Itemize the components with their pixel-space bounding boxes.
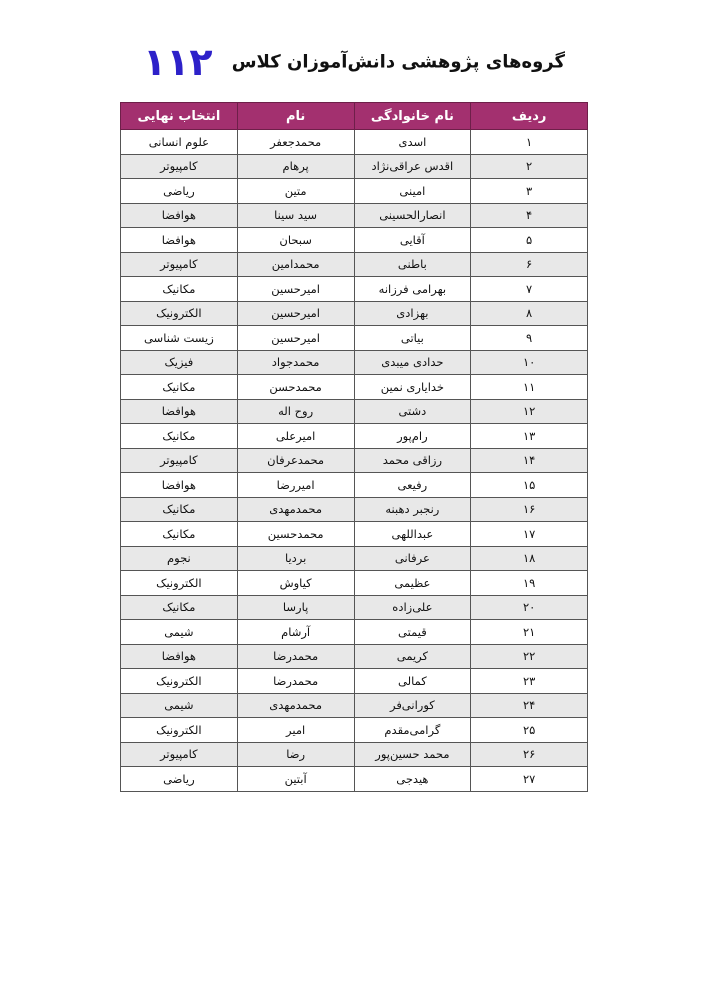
table-row: [121, 203, 588, 228]
cell-first-name: محمدمهدی: [237, 693, 354, 718]
cell-row-number: ۲: [471, 154, 588, 179]
cell-last-name: عرفانی: [354, 546, 471, 571]
cell-first-name: بردیا: [237, 546, 354, 571]
cell-first-name: پرهام: [237, 154, 354, 179]
cell-first-name: امیرحسین: [237, 277, 354, 302]
cell-final-choice: هوافضا: [121, 473, 238, 498]
cell-first-name: متین: [237, 179, 354, 204]
cell-row-number: ۹: [471, 326, 588, 351]
table-row: [121, 228, 588, 253]
table-row: [121, 301, 588, 326]
cell-last-name: اسدی: [354, 130, 471, 155]
cell-first-name: محمدحسین: [237, 522, 354, 547]
page-title: [120, 40, 588, 84]
cell-first-name: رضا: [237, 742, 354, 767]
cell-row-number: ۱۵: [471, 473, 588, 498]
cell-first-name: آبتین: [237, 767, 354, 792]
cell-last-name: آقایی: [354, 228, 471, 253]
table-row: [121, 277, 588, 302]
cell-row-number: ۱۱: [471, 375, 588, 400]
table-row: [121, 130, 588, 155]
title-text: گروه‌های پژوهشی دانش‌آموزان کلاس: [231, 51, 565, 73]
cell-last-name: امینی: [354, 179, 471, 204]
cell-last-name: کمالی: [354, 669, 471, 694]
cell-first-name: روح اله: [237, 399, 354, 424]
cell-final-choice: مکانیک: [121, 424, 238, 449]
cell-final-choice: مکانیک: [121, 375, 238, 400]
cell-final-choice: مکانیک: [121, 497, 238, 522]
class-number: ۱۱۲: [143, 40, 213, 84]
cell-row-number: ۶: [471, 252, 588, 277]
table-row: [121, 473, 588, 498]
cell-first-name: محمدجعفر: [237, 130, 354, 155]
table-row: [121, 252, 588, 277]
header-final-choice: انتخاب نهایی: [121, 103, 238, 130]
cell-last-name: باطنی: [354, 252, 471, 277]
table-row: [121, 767, 588, 792]
cell-row-number: ۱۶: [471, 497, 588, 522]
table-row: [121, 350, 588, 375]
cell-first-name: محمدامین: [237, 252, 354, 277]
cell-last-name: رام‌پور: [354, 424, 471, 449]
cell-last-name: عبداللهی: [354, 522, 471, 547]
cell-row-number: ۲۶: [471, 742, 588, 767]
table-row: [121, 669, 588, 694]
cell-final-choice: الکترونیک: [121, 669, 238, 694]
cell-first-name: سبحان: [237, 228, 354, 253]
cell-final-choice: کامپیوتر: [121, 252, 238, 277]
cell-row-number: ۳: [471, 179, 588, 204]
cell-row-number: ۱۰: [471, 350, 588, 375]
table-body: [121, 130, 588, 792]
cell-last-name: رنجبر دهبنه: [354, 497, 471, 522]
table-row: [121, 718, 588, 743]
cell-final-choice: علوم انسانی: [121, 130, 238, 155]
cell-row-number: ۱: [471, 130, 588, 155]
cell-last-name: بهرامی فرزانه: [354, 277, 471, 302]
cell-last-name: کورانی‌فر: [354, 693, 471, 718]
table-row: [121, 644, 588, 669]
cell-final-choice: ریاضی: [121, 767, 238, 792]
cell-final-choice: شیمی: [121, 693, 238, 718]
table-row: [121, 497, 588, 522]
cell-row-number: ۲۱: [471, 620, 588, 645]
cell-last-name: بهزادی: [354, 301, 471, 326]
table-row: [121, 375, 588, 400]
cell-row-number: ۲۷: [471, 767, 588, 792]
cell-row-number: ۴: [471, 203, 588, 228]
cell-final-choice: ریاضی: [121, 179, 238, 204]
table-row: [121, 522, 588, 547]
cell-row-number: ۱۳: [471, 424, 588, 449]
header-first-name: نام: [237, 103, 354, 130]
table-row: [121, 154, 588, 179]
cell-row-number: ۲۰: [471, 595, 588, 620]
cell-last-name: رزاقی محمد: [354, 448, 471, 473]
table-row: [121, 693, 588, 718]
cell-row-number: ۱۷: [471, 522, 588, 547]
cell-final-choice: الکترونیک: [121, 301, 238, 326]
cell-final-choice: کامپیوتر: [121, 742, 238, 767]
table-row: [121, 424, 588, 449]
cell-last-name: محمد حسین‌پور: [354, 742, 471, 767]
cell-row-number: ۷: [471, 277, 588, 302]
cell-row-number: ۸: [471, 301, 588, 326]
cell-last-name: رفیعی: [354, 473, 471, 498]
cell-final-choice: مکانیک: [121, 277, 238, 302]
cell-last-name: علی‌زاده: [354, 595, 471, 620]
cell-first-name: محمدمهدی: [237, 497, 354, 522]
cell-first-name: محمدرضا: [237, 644, 354, 669]
cell-first-name: امیر: [237, 718, 354, 743]
cell-last-name: قیمتی: [354, 620, 471, 645]
cell-final-choice: مکانیک: [121, 595, 238, 620]
cell-final-choice: زیست شناسی: [121, 326, 238, 351]
cell-final-choice: الکترونیک: [121, 718, 238, 743]
cell-final-choice: کامپیوتر: [121, 448, 238, 473]
cell-final-choice: هوافضا: [121, 644, 238, 669]
cell-last-name: کریمی: [354, 644, 471, 669]
cell-row-number: ۲۵: [471, 718, 588, 743]
cell-first-name: محمدحسن: [237, 375, 354, 400]
cell-row-number: ۱۹: [471, 571, 588, 596]
cell-last-name: اقدس عراقی‌نژاد: [354, 154, 471, 179]
cell-first-name: محمدرضا: [237, 669, 354, 694]
table-row: [121, 448, 588, 473]
cell-first-name: آرشام: [237, 620, 354, 645]
table-row: [121, 326, 588, 351]
cell-first-name: پارسا: [237, 595, 354, 620]
table-row: [121, 179, 588, 204]
cell-last-name: عظیمی: [354, 571, 471, 596]
cell-first-name: محمدعرفان: [237, 448, 354, 473]
cell-final-choice: نجوم: [121, 546, 238, 571]
table-row: [121, 546, 588, 571]
cell-last-name: گرامی‌مقدم: [354, 718, 471, 743]
table-row: [121, 399, 588, 424]
cell-last-name: دشتی: [354, 399, 471, 424]
table-row: [121, 620, 588, 645]
cell-row-number: ۲۲: [471, 644, 588, 669]
cell-first-name: امیرحسین: [237, 326, 354, 351]
cell-last-name: بیاتی: [354, 326, 471, 351]
cell-last-name: خدایاری نمین: [354, 375, 471, 400]
cell-last-name: انصارالحسینی: [354, 203, 471, 228]
cell-row-number: ۱۲: [471, 399, 588, 424]
cell-last-name: حدادی میبدی: [354, 350, 471, 375]
table-header-row: [121, 103, 588, 130]
cell-final-choice: شیمی: [121, 620, 238, 645]
cell-row-number: ۱۴: [471, 448, 588, 473]
cell-row-number: ۲۳: [471, 669, 588, 694]
header-last-name: نام خانوادگی: [354, 103, 471, 130]
cell-row-number: ۵: [471, 228, 588, 253]
cell-row-number: ۲۴: [471, 693, 588, 718]
cell-first-name: امیررضا: [237, 473, 354, 498]
cell-first-name: سید سینا: [237, 203, 354, 228]
cell-final-choice: کامپیوتر: [121, 154, 238, 179]
table-row: [121, 571, 588, 596]
cell-final-choice: هوافضا: [121, 203, 238, 228]
cell-final-choice: هوافضا: [121, 399, 238, 424]
cell-final-choice: الکترونیک: [121, 571, 238, 596]
cell-row-number: ۱۸: [471, 546, 588, 571]
students-table: [120, 102, 588, 792]
cell-first-name: امیرحسین: [237, 301, 354, 326]
table-row: [121, 742, 588, 767]
cell-first-name: کیاوش: [237, 571, 354, 596]
cell-first-name: محمدجواد: [237, 350, 354, 375]
table-row: [121, 595, 588, 620]
cell-final-choice: مکانیک: [121, 522, 238, 547]
cell-first-name: امیرعلی: [237, 424, 354, 449]
cell-final-choice: فیزیک: [121, 350, 238, 375]
cell-final-choice: هوافضا: [121, 228, 238, 253]
cell-last-name: هیدجی: [354, 767, 471, 792]
header-row-number: ردیف: [471, 103, 588, 130]
